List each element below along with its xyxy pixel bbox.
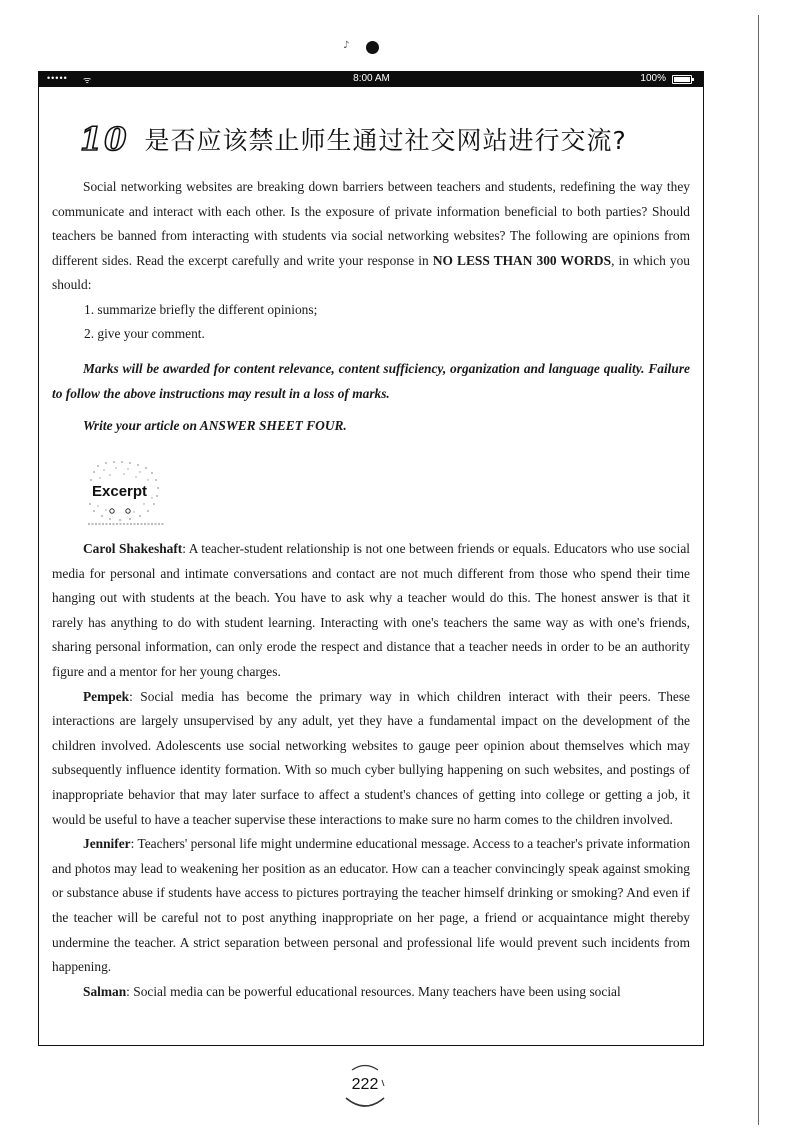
page-number: 222 (351, 1076, 379, 1093)
scan-mark: ♪ (343, 40, 350, 51)
list-item: 2. give your comment. (84, 326, 205, 341)
excerpt-label: Excerpt (92, 483, 148, 500)
page-title (80, 118, 720, 160)
title-text: 是否应该禁止师生通过社交网站进行交流? (144, 126, 627, 155)
word-requirement: NO LESS THAN 300 WORDS (432, 252, 612, 268)
excerpt-badge (86, 458, 170, 528)
page-edge-line (758, 15, 759, 1125)
status-time: 8:00 AM (353, 73, 390, 84)
opinion-paragraph (52, 832, 690, 980)
opinion-text: Teachers' personal life might undermine educational message. Access to a teacher's private information and photos may lead to weakening her position as an educator. How can a teacher convincingly speak against smoking or substance abuse if students have access to pictures portraying the teacher himself drinking or smoking? And even if the teacher will be careful not to post anything inappropriate on her page, a friend or acquaintance might thereby undermine the teacher. A strict separation between personal and professional life would prevent such incidents from happening. (52, 836, 691, 975)
device-frame-right (703, 71, 704, 1046)
page-number-badge (340, 1058, 390, 1114)
intro-text-end: , in which you should: (52, 252, 690, 293)
list-item: 1. summarize briefly the different opinions; (84, 302, 318, 317)
opinion-text: Social media can be powerful educational resources. Many teachers have been using social (133, 983, 621, 999)
opinion-text: A teacher-student relationship is not one between friends or equals. Educators who use social media for personal and intimate conversations and contact are not much different from those who spend their time hanging out with students at the beach. You have to ask why a teacher would do this. The honest answer is that it rarely has anything to do with student learning. Interacting with one's teachers the same way as with one's friends, sharing personal information, can only erode the respect and distance that a teacher needs in order to be an authority figure and a mentor for her young charges. (52, 541, 690, 679)
signal-icon: ••••• (47, 73, 68, 83)
excerpt-body (52, 537, 690, 1004)
battery-icon (672, 75, 692, 84)
speaker-separator: : (130, 836, 138, 852)
speaker-separator: : (126, 983, 134, 999)
speaker-name: Pempek (83, 688, 130, 704)
write-instruction-text: Write your article on ANSWER SHEET FOUR. (83, 418, 347, 433)
opinion-paragraph (52, 537, 690, 685)
opinion-text: Social media has become the primary way in which children interact with their peers. These interactions are largely unsupervised by any adult, yet they have a fundamental impact on the development of the children involved. Adolescents use social networking websites to gauge peer opinion about themselves which may subsequently influence identity formation. With so much cyber bullying happening on such websites, and postings of inappropriate behavior that may later surface to affect a student's chances of getting into college or getting a job, it would be useful to have a teacher supervise these interactions to make sure no harm comes to the children involved. (52, 688, 690, 827)
speaker-name: Salman (83, 983, 127, 999)
wifi-icon: ᯤ (83, 75, 92, 85)
opinion-paragraph (52, 685, 690, 833)
intro-text: Social networking websites are breaking down barriers between teachers and students, redefining the way they communicate and interact with each other. Is the exposure of private information beneficial to both parties? Should teachers be banned from interacting with students via social networking websites? The following are opinions from different sides. Read the excerpt carefully and write your response in (52, 179, 690, 268)
opinion-paragraph (52, 980, 690, 1005)
speaker-separator: : (182, 541, 189, 556)
punch-hole-dot (366, 41, 379, 54)
speaker-name: Carol Shakeshaft (83, 541, 183, 556)
status-bar (39, 71, 704, 87)
speaker-name: Jennifer (83, 836, 131, 852)
question-number: 10 (80, 120, 129, 158)
speaker-separator: : (129, 688, 141, 704)
device-frame-bottom (38, 1045, 704, 1046)
marks-note (52, 357, 690, 406)
intro-paragraph (52, 175, 690, 298)
battery-percent: 100% (640, 73, 666, 84)
marks-text: Marks will be awarded for content relevance, content sufficiency, organization and language quality. Failure to follow the above instructions may result in a loss of marks. (52, 361, 690, 401)
write-instruction (52, 414, 690, 439)
device-frame-left (38, 71, 39, 1046)
